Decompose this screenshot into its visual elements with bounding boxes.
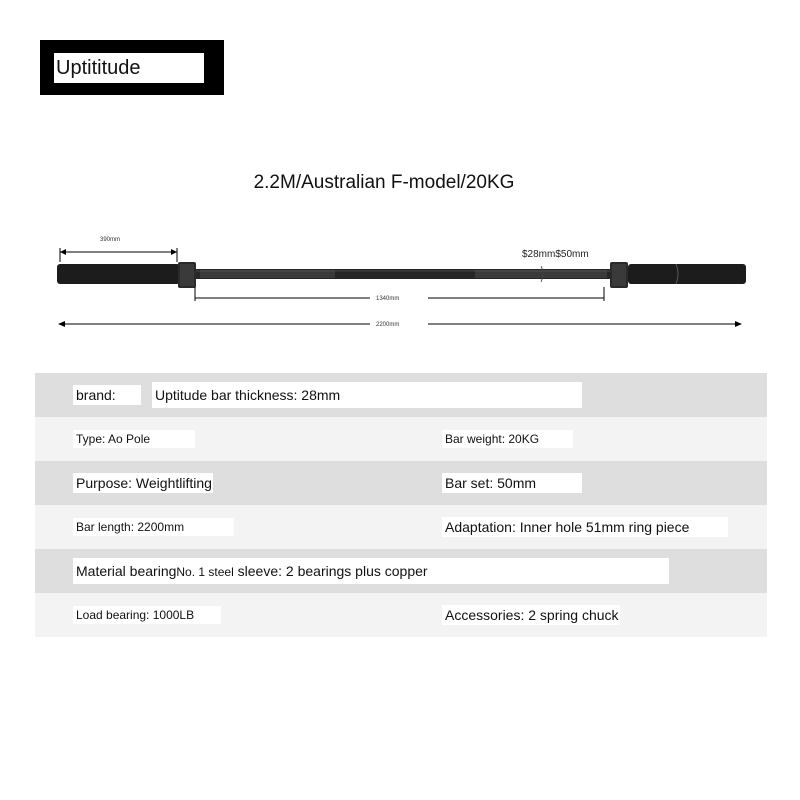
left-sleeve: [57, 264, 180, 284]
brand-logo: [40, 40, 224, 95]
bar-weight-value: Bar weight: 20KG: [442, 430, 573, 448]
bar-length-value: Bar length: 2200mm: [73, 518, 234, 536]
right-sleeve: [628, 264, 746, 284]
accessories-value: Accessories: 2 spring chuck: [442, 605, 620, 625]
sleeve-dimension-line: [60, 248, 177, 262]
spec-row-length: [35, 505, 767, 549]
sleeve-dimension-label: 390mm: [100, 237, 121, 243]
type-value: Type: Ao Pole: [73, 430, 195, 448]
purpose-value: Purpose: Weightlifting: [73, 473, 213, 493]
material-value: sleeve: 2 bearings plus copper: [237, 563, 428, 579]
barbell-diagram: [0, 220, 800, 340]
product-title: 2.2M/Australian F-model/20KG: [253, 172, 515, 193]
brand-label: brand:: [73, 385, 141, 405]
brand-logo-label-box: [54, 53, 204, 83]
spec-row-material: [35, 549, 767, 593]
spec-table: [35, 373, 767, 637]
spec-row-load: [35, 593, 767, 637]
load-bearing-value: Load bearing: 1000LB: [73, 606, 221, 624]
adaptation-value: Adaptation: Inner hole 51mm ring piece: [442, 517, 728, 537]
spec-row-brand: [35, 373, 767, 417]
total-dimension-label: 2200mm: [376, 322, 400, 328]
material-number: No. 1 steel: [176, 565, 234, 579]
spec-row-type: [35, 417, 767, 461]
shaft-dimension-label: 1340mm: [376, 296, 400, 302]
brand-logo-text: Uptititude: [56, 56, 141, 79]
material-cell: [73, 558, 669, 584]
brand-value: Uptitude bar thickness: 28mm: [152, 382, 582, 408]
bar-set-value: Bar set: 50mm: [442, 473, 582, 493]
spec-row-purpose: [35, 461, 767, 505]
diameter-label: $28mm$50mm: [522, 249, 589, 260]
material-label: Material bearing: [76, 563, 177, 579]
